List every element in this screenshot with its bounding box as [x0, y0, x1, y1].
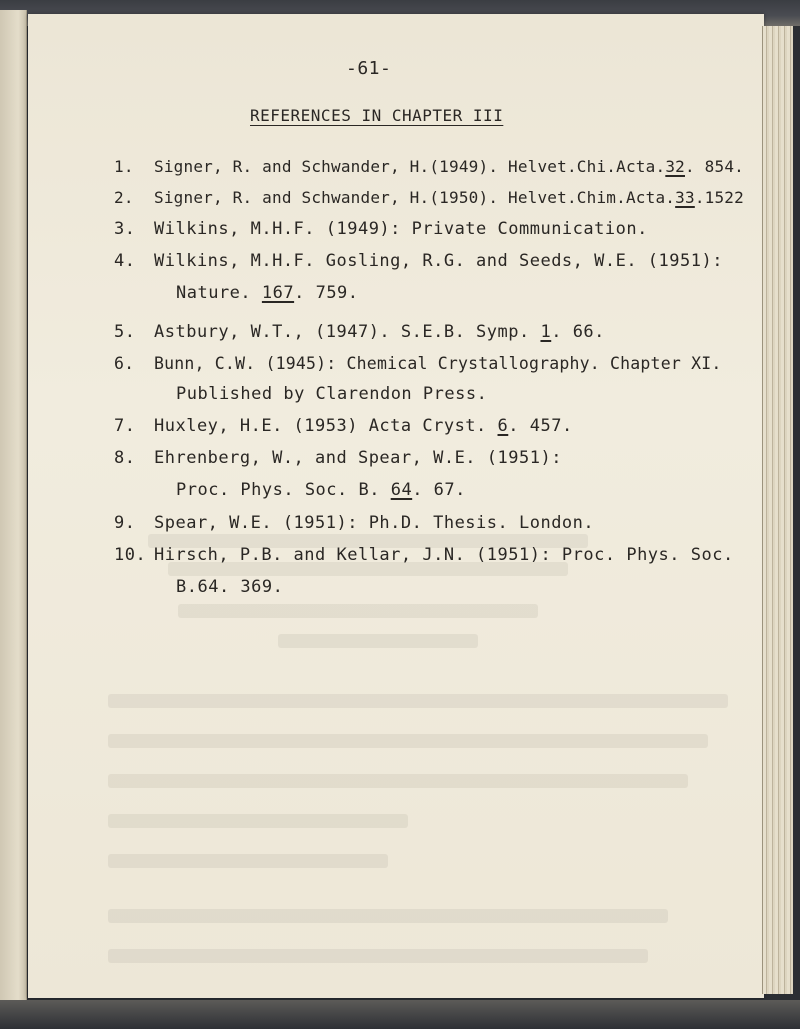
- reference-entry: [114, 157, 744, 176]
- reference-number: 7.: [114, 416, 136, 436]
- reference-continuation: [176, 480, 466, 500]
- bleed-through-text: [178, 604, 538, 618]
- page-title: REFERENCES IN CHAPTER III: [250, 106, 504, 125]
- reference-number: 10.: [114, 545, 147, 565]
- reference-text: Astbury, W.T., (1947). S.E.B. Symp.: [154, 322, 541, 342]
- reference-entry: [114, 448, 562, 468]
- reference-pages: . 67.: [412, 480, 466, 500]
- volume-number: 167: [261, 283, 295, 303]
- reference-text: Spear, W.E. (1951): Ph.D. Thesis. London.: [154, 513, 595, 533]
- reference-pages: . 854.: [684, 157, 744, 176]
- volume-number: 32: [665, 157, 685, 176]
- reference-text: Signer, R. and Schwander, H.(1950). Helvet.Chim.Acta.: [154, 188, 676, 207]
- reference-pages: . 457.: [508, 416, 573, 436]
- bleed-through-text: [108, 909, 668, 923]
- reference-entry: [114, 545, 734, 565]
- bleed-through-text: [108, 734, 708, 748]
- reference-entry: [114, 219, 648, 239]
- reference-text: B.64. 369.: [176, 577, 284, 597]
- reference-entry: [114, 513, 594, 533]
- reference-number: 2.: [114, 188, 134, 207]
- reference-entry: [114, 354, 722, 373]
- reference-text: Wilkins, M.H.F. Gosling, R.G. and Seeds, W.E. (1951):: [154, 251, 723, 271]
- reference-entry: [114, 416, 573, 436]
- reference-text: Proc. Phys. Soc. B.: [176, 480, 391, 500]
- reference-text: Signer, R. and Schwander, H.(1949). Helvet.Chi.Acta.: [154, 157, 666, 176]
- bleed-through-text: [108, 774, 688, 788]
- reference-pages: . 759.: [294, 283, 359, 303]
- reference-number: 8.: [114, 448, 136, 468]
- reference-text: Huxley, H.E. (1953) Acta Cryst.: [154, 416, 498, 436]
- reference-number: 1.: [114, 157, 134, 176]
- volume-number: 6: [497, 416, 509, 436]
- reference-pages: .1522: [694, 188, 744, 207]
- reference-text: Wilkins, M.H.F. (1949): Private Communication.: [154, 219, 648, 239]
- bleed-through-text: [278, 634, 478, 648]
- page-number: -61-: [346, 58, 392, 79]
- reference-continuation: [176, 384, 487, 404]
- reference-number: 9.: [114, 513, 136, 533]
- reference-entry: [114, 322, 605, 342]
- reference-entry: [114, 188, 744, 207]
- volume-number: 33: [675, 188, 695, 207]
- reference-number: 5.: [114, 322, 136, 342]
- reference-continuation: [176, 283, 359, 303]
- desk-background-bottom: [0, 1000, 800, 1029]
- reference-continuation: [176, 577, 283, 597]
- reference-number: 6.: [114, 354, 135, 373]
- volume-number: 64: [390, 480, 413, 500]
- reference-number: 4.: [114, 251, 136, 271]
- reference-text: Nature.: [176, 283, 262, 303]
- reference-pages: . 66.: [551, 322, 605, 342]
- reference-text: Bunn, C.W. (1945): Chemical Crystallography. Chapter XI.: [154, 354, 722, 373]
- reference-number: 3.: [114, 219, 136, 239]
- reference-text: Published by Clarendon Press.: [176, 384, 488, 404]
- bleed-through-text: [108, 814, 408, 828]
- volume-number: 1: [540, 322, 552, 342]
- bleed-through-text: [108, 694, 728, 708]
- page-stack-edge: [762, 26, 793, 994]
- reference-entry: [114, 251, 723, 271]
- reference-text: Ehrenberg, W., and Spear, W.E. (1951):: [154, 448, 562, 468]
- document-page: [28, 14, 764, 998]
- bleed-through-text: [108, 854, 388, 868]
- previous-page-edge: [0, 10, 27, 1000]
- bleed-through-text: [108, 949, 648, 963]
- reference-text: Hirsch, P.B. and Kellar, J.N. (1951): Proc. Phys. Soc.: [154, 545, 734, 565]
